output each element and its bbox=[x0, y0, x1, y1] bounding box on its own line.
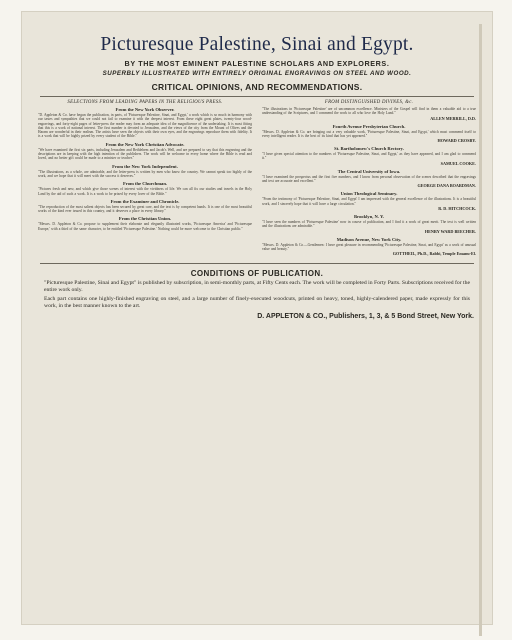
testimonial-text: "D. Appleton & Co. have begun the publication, in parts, of 'Picturesque Palestine, Sinai, and Egypt,' a work which is so much in harmony with our tastes and sympathies that we could not fail to examine it with the deepest interest. From these eight great plates, twenty-four wood-engravings, and forty-eight pages of letter-press the reader may form an adequate idea of the magnificence of the undertaking. It is most fitting that this is a work of national interest. The first number is devoted to Jerusalem, and the views of the city from the Mount of Olives and the Haram are wonderful in their realism. The artists have seen the objects with their own eyes, and the engravings reproduce them with fidelity. It is a work that will be highly prized by every student of the Bible." bbox=[38, 113, 252, 139]
testimonial-text: "I have seen the numbers of 'Picturesque Palestine' now in course of publication, and I find it a work of great merit. The text is well written and the illustrations are admirable." bbox=[262, 219, 476, 229]
critical-opinions-heading: CRITICAL OPINIONS, AND RECOMMENDATIONS. bbox=[151, 82, 363, 92]
testimonial-block bbox=[38, 142, 252, 161]
testimonial-text: "I have given special attention to the numbers of 'Picturesque Palestine, Sinai, and Egypt,' as they have appeared, and I am glad to commend it." bbox=[262, 152, 476, 161]
testimonial-signature: GOTTHEIL, Ph.D., Rabbi, Temple Emanu-El. bbox=[392, 251, 476, 257]
testimonial-source: Madison Avenue, New York City. bbox=[336, 236, 402, 242]
testimonials-columns bbox=[32, 100, 482, 259]
testimonial-source: The Central University of Iowa. bbox=[337, 168, 401, 174]
left-column bbox=[38, 100, 252, 259]
left-column-heading: SELECTIONS FROM LEADING PAPERS IN THE RELIGIOUS PRESS. bbox=[67, 100, 223, 105]
testimonial-block bbox=[262, 169, 476, 189]
testimonial-text: "Messrs. D. Appleton & Co. propose to supplement their elaborate and elegantly illustrated works, 'Picturesque America' and 'Picturesque Europe,' with a third of the same character, to be entitled 'Picturesque Palestine.' Nothing could be more welcome to the Christian public." bbox=[38, 222, 252, 231]
conditions-text: Each part contains one highly-finished engraving on steel, and a large number of finely-executed woodcuts, printed on heavy, toned, highly-calendered paper, made expressly for this work, in the best manner known to the art. bbox=[44, 296, 470, 310]
divider bbox=[40, 263, 474, 264]
page-sheet bbox=[22, 12, 492, 624]
testimonial-text: "From the testimony of 'Picturesque Palestine, Sinai, and Egypt' I am impressed with the general excellence of the illustrations. It is a beautiful work, and I sincerely hope that it will have a large circulation." bbox=[262, 197, 476, 206]
publisher-imprint: D. APPLETON & CO., Publishers, 1, 3, & 5 Bond Street, New York. bbox=[257, 313, 474, 321]
testimonial-block bbox=[262, 237, 476, 257]
testimonial-source: St. Bartholomew's Church Rectory. bbox=[334, 146, 404, 152]
testimonial-block bbox=[262, 124, 476, 144]
divider bbox=[40, 96, 474, 97]
conditions-text: "Picturesque Palestine, Sinai and Egypt" is published by subscription, in semi-monthly parts, at Fifty Cents each. The work will be completed in Forty Parts. Subscriptions received for the entire work only. bbox=[44, 280, 470, 294]
testimonial-signature: HOWARD CROSBY. bbox=[437, 138, 476, 144]
page-edge bbox=[479, 24, 482, 636]
testimonial-signature: R. D. HITCHCOCK. bbox=[438, 205, 476, 211]
page-title: Picturesque Palestine, Sinai and Egypt. bbox=[100, 34, 414, 55]
testimonial-source: Fourth Avenue Presbyterian Church. bbox=[332, 123, 406, 129]
testimonial-text: "Messrs. D. Appleton & Co.—Gentlemen: I have great pleasure in recommending 'Picturesque Palestine, Sinai, and Egypt' as a work of unusual value and beauty." bbox=[262, 242, 476, 251]
testimonial-signature: GEORGE DANA BOARDMAN. bbox=[417, 183, 476, 189]
testimonial-source: From the Churchman. bbox=[122, 181, 168, 187]
testimonial-source: Union Theological Seminary. bbox=[340, 191, 398, 197]
testimonial-block bbox=[38, 164, 252, 179]
testimonial-block bbox=[262, 214, 476, 234]
testimonial-source: Brooklyn, N. Y. bbox=[353, 213, 385, 219]
testimonial-text: "We have examined the first six parts, including Jerusalem and Bethlehem and Jacob's Well, and are prepared to say that this engraving and the descriptions are in keeping with the high intention of the publishers. The work will be welcome in every home where the Bible is read and loved, and no better gift could be made to a minister or teacher." bbox=[38, 147, 252, 161]
testimonial-text: "Messrs. D. Appleton & Co. are bringing out a very valuable work, 'Picturesque Palestine, Sinai, and Egypt,' which must commend itself to every intelligent reader. It is the best of its kind that has yet appeared." bbox=[262, 129, 476, 138]
testimonial-signature: SAMUEL COOKE. bbox=[440, 160, 476, 166]
testimonial-block bbox=[38, 181, 252, 196]
testimonial-text: "I have examined the prospectus and the first five numbers, and I know from personal observation of the scenes described that the engravings and text are accurate and excellent." bbox=[262, 174, 476, 184]
testimonial-text: "The illustrations in 'Picturesque Palestine' are of uncommon excellence. Ministers of the Gospel will find in them a valuable aid to a true understanding of the Scriptures, and I commend the work to all who love the Holy Land." bbox=[262, 107, 476, 116]
testimonial-text: "The illustrations, as a whole, are admirable, and the letter-press is written by men who know the country. We cannot speak too highly of the work, and we hope that it will meet with the success it deserves." bbox=[38, 169, 252, 178]
testimonial-block bbox=[262, 146, 476, 166]
conditions-heading: CONDITIONS OF PUBLICATION. bbox=[190, 269, 324, 279]
byline: BY THE MOST EMINENT PALESTINE SCHOLARS AND EXPLORERS. bbox=[124, 59, 390, 68]
right-column bbox=[262, 100, 476, 259]
testimonial-source: From the Examiner and Chronicle. bbox=[110, 198, 180, 204]
right-column-heading: FROM DISTINGUISHED DIVINES, &c. bbox=[324, 100, 414, 105]
testimonial-signature: ALLEN MERRILL, D.D. bbox=[430, 115, 476, 121]
testimonial-block bbox=[262, 107, 476, 121]
testimonial-text: "The reproduction of the most salient objects has been secured by great care, and the text is by competent hands. It is one of the most beautiful works of the kind ever issued in this country, and it deserves a place in every library." bbox=[38, 204, 252, 214]
testimonial-block bbox=[38, 107, 252, 139]
subtitle: SUPERBLY ILLUSTRATED WITH ENTIRELY ORIGINAL ENGRAVINGS ON STEEL AND WOOD. bbox=[102, 70, 412, 77]
testimonial-block bbox=[38, 199, 252, 214]
testimonial-source: From the New York Christian Advocate. bbox=[105, 141, 185, 147]
testimonial-source: From the New York Observer. bbox=[115, 107, 175, 112]
testimonial-text: "Pictures fresh and new, and which give those scenes of interest with the vividness of life. We can all fix our studies and travels in the Holy Land by the aid of such a work. It is a work to be prized by every lover of the Bible." bbox=[38, 187, 252, 196]
testimonial-source: From the Christian Union. bbox=[118, 216, 172, 222]
testimonial-source: From the New York Independent. bbox=[112, 163, 178, 169]
testimonial-block bbox=[262, 191, 476, 211]
testimonial-signature: HENRY WARD BEECHER. bbox=[424, 228, 476, 234]
document-body bbox=[32, 20, 482, 616]
testimonial-block bbox=[38, 216, 252, 231]
